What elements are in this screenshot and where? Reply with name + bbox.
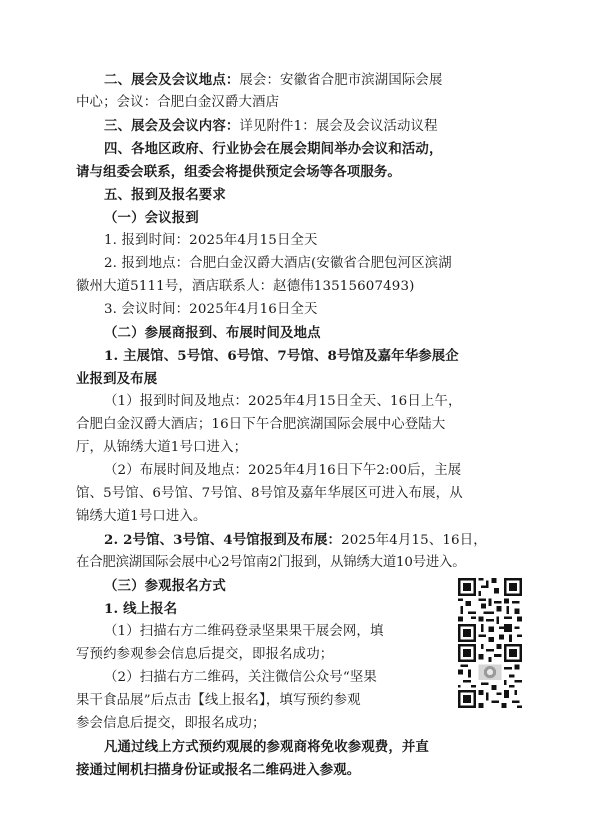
paragraph-line: （1）扫描右方二维码登录坚果果干展会网，填 — [104, 624, 384, 639]
subsection-three-heading: （三）参观报名方式 — [104, 578, 226, 594]
section-three-line — [104, 116, 438, 137]
wechat-qr-code-icon[interactable] — [458, 644, 522, 708]
subsection-one-heading: （一）会议报到 — [104, 210, 199, 226]
section-four-continued: 请与组委会联系，组委会将提供预定会场等各项服务。 — [76, 164, 401, 180]
section-four-heading: 四、各地区政府、行业协会在展会期间举办会议和活动， — [104, 141, 443, 157]
section-two-line — [104, 70, 443, 91]
paragraph-line: 参会信息后提交，即报名成功； — [76, 716, 266, 731]
paragraph-line: 写预约参观参会信息后提交，即报名成功； — [76, 647, 334, 662]
paragraph-line: 1. 报到时间：2025年4月15日全天 — [104, 233, 318, 248]
paragraph-line: （1）报到时间及地点：2025年4月15日全天、16日上午， — [104, 394, 462, 409]
section-three-heading: 三、展会及会议内容： — [104, 118, 240, 134]
free-admission-note: 凡通过线上方式预约观展的参观商将免收参观费，并直 — [104, 739, 429, 755]
paragraph-line: 徽州大道5111号，酒店联系人：赵德伟13515607493) — [76, 279, 415, 294]
registration-qr-code-icon[interactable] — [458, 578, 522, 642]
paragraph-line: 锦绣大道1号口进入。 — [76, 509, 207, 524]
paragraph-line: 厅，从锦绣大道1号口进入； — [76, 440, 248, 455]
free-admission-note-continued: 接通过闸机扫描身份证或报名二维码进入参观。 — [76, 762, 361, 778]
paragraph-line: 在合肥滨湖国际会展中心2号馆南2门报到，从锦绣大道10号进入。 — [76, 555, 466, 570]
subsection-two-heading: （二）参展商报到、布展时间及地点 — [104, 325, 321, 341]
paragraph-line: （2）扫描右方二维码，关注微信公众号“坚果 — [104, 670, 377, 685]
section-two-text: 展会：安徽省合肥市滨湖国际会展 — [239, 73, 443, 88]
item-two-text: 2025年4月15、16日， — [341, 533, 487, 548]
paragraph-line: 馆、5号馆、6号馆、7号馆、8号馆及嘉年华展区可进入布展，从 — [76, 486, 463, 501]
item-one-heading: 1. 主展馆、5号馆、6号馆、7号馆、8号馆及嘉年华参展企 — [104, 348, 459, 364]
paragraph-line: 3. 会议时间：2025年4月16日全天 — [104, 302, 318, 317]
paragraph-line: 中心；会议：合肥白金汉爵大酒店 — [76, 95, 280, 110]
paragraph-line: 2. 报到地点：合肥白金汉爵大酒店(安徽省合肥包河区滨湖 — [104, 256, 452, 271]
paragraph-line: （2）布展时间及地点：2025年4月16日下午2:00后，主展 — [104, 463, 462, 478]
item-one-heading-continued: 业报到及布展 — [76, 371, 158, 387]
section-three-text: 详见附件1：展会及会议活动议程 — [239, 119, 438, 134]
paragraph-line: 果干食品展”后点击【线上报名】，填写预约参观 — [76, 693, 361, 708]
item-two-heading: 2. 2号馆、3号馆、4号馆报到及布展： — [104, 532, 342, 548]
paragraph-line: 合肥白金汉爵大酒店；16日下午合肥滨湖国际会展中心登陆大 — [76, 417, 446, 432]
item-two-line — [104, 530, 487, 551]
section-two-heading: 二、展会及会议地点： — [104, 72, 240, 88]
online-registration-heading: 1. 线上报名 — [104, 601, 178, 617]
section-five-heading: 五、报到及报名要求 — [104, 187, 226, 203]
